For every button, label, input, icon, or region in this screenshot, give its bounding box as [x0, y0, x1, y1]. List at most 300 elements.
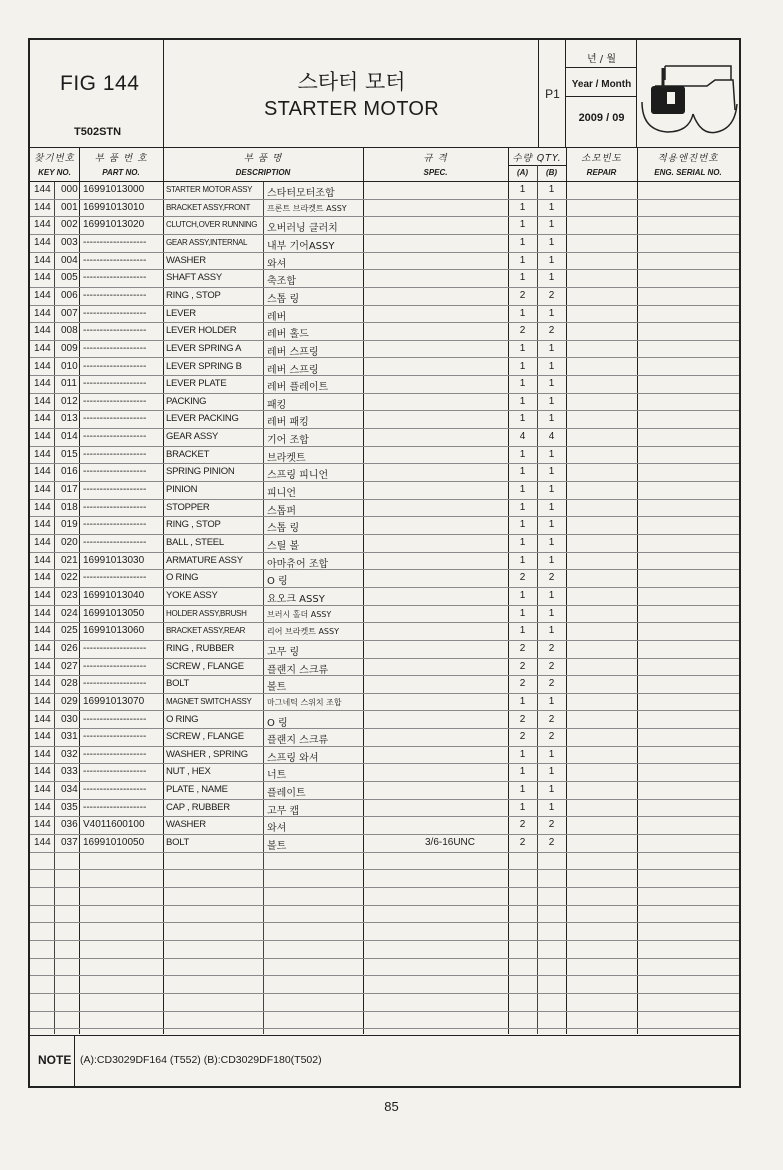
korean-name-cell: 스프링 피니언 — [267, 470, 329, 482]
table-row — [30, 923, 739, 941]
qty-a-cell: 1 — [519, 413, 526, 425]
description-cell: WASHER — [166, 819, 206, 831]
col-qty-b: (B) — [545, 168, 558, 177]
part-number-cell: ------------------- — [83, 801, 147, 813]
qty-b-cell: 2 — [548, 572, 555, 584]
key-number-cell: 022 — [61, 572, 78, 584]
table-row — [30, 870, 739, 888]
table-row — [30, 235, 739, 253]
year-month-value: 2009 / 09 — [578, 112, 625, 124]
qty-a-cell: 1 — [519, 801, 526, 813]
description-cell: HOLDER ASSY,BRUSH — [166, 608, 247, 618]
qty-a-cell: 2 — [519, 713, 526, 725]
fig-number-cell: 144 — [34, 219, 51, 231]
table-row — [30, 853, 739, 871]
table-row — [30, 800, 739, 818]
part-number-cell: 16991013060 — [83, 625, 145, 637]
table-row — [30, 570, 739, 588]
key-number-cell: 034 — [61, 784, 78, 796]
qty-a-cell: 1 — [519, 201, 526, 213]
col-spec: 규 격 SPEC. — [423, 153, 448, 177]
korean-name-cell: 플랜지 스크류 — [267, 735, 329, 747]
table-row — [30, 606, 739, 624]
note-label: NOTE — [38, 1053, 72, 1067]
col-qty-a: (A) — [516, 168, 529, 177]
description-cell: LEVER SPRING B — [166, 360, 242, 372]
korean-name-cell: 리어 브라켓트 ASSY — [267, 627, 339, 637]
table-row — [30, 535, 739, 553]
korean-name-cell: 스톱 링 — [267, 293, 300, 305]
qty-a-cell: 1 — [519, 519, 526, 531]
qty-b-cell: 2 — [548, 819, 555, 831]
qty-b-cell: 1 — [548, 254, 555, 266]
korean-name-cell: 레버 패킹 — [267, 417, 309, 429]
korean-name-cell: 와셔 — [267, 258, 287, 270]
fig-number-cell: 144 — [34, 801, 51, 813]
qty-a-cell: 1 — [519, 766, 526, 778]
korean-name-cell: 브러시 홀더 ASSY — [267, 609, 332, 619]
qty-a-cell: 2 — [519, 325, 526, 337]
key-number-cell: 030 — [61, 713, 78, 725]
fig-number-cell: 144 — [34, 484, 51, 496]
korean-name-cell: 플레이트 — [267, 788, 306, 800]
korean-name-cell: 기어 조합 — [267, 435, 309, 447]
col-qty: 수량 QTY. — [512, 153, 562, 164]
key-number-cell: 003 — [61, 236, 78, 248]
qty-a-cell: 1 — [519, 695, 526, 707]
part-number-cell: ------------------- — [83, 713, 147, 725]
key-number-cell: 012 — [61, 395, 78, 407]
korean-name-cell: 피니언 — [267, 488, 296, 500]
fig-number-cell: 144 — [34, 784, 51, 796]
korean-name-cell: 레버 — [267, 311, 287, 323]
qty-b-cell: 1 — [548, 537, 555, 548]
qty-b-cell: 1 — [548, 501, 555, 513]
qty-a-cell: 1 — [519, 342, 526, 354]
fig-number-cell: 144 — [34, 413, 51, 425]
part-number-cell: ------------------- — [83, 678, 147, 690]
part-number-cell: ------------------- — [83, 448, 147, 460]
column-headers — [30, 148, 739, 182]
table-row — [30, 623, 739, 641]
title-box — [164, 40, 539, 148]
qty-b-cell: 1 — [548, 784, 555, 796]
qty-a-cell: 4 — [519, 431, 526, 443]
qty-a-cell: 1 — [519, 254, 526, 266]
qty-a-cell: 1 — [519, 784, 526, 796]
key-number-cell: 008 — [61, 325, 78, 337]
key-number-cell: 014 — [61, 431, 78, 443]
key-number-cell: 027 — [61, 660, 78, 672]
parts-list-sheet — [28, 38, 741, 1088]
fig-number-cell: 144 — [34, 360, 51, 372]
fig-number-cell: 144 — [34, 466, 51, 478]
key-number-cell: 025 — [61, 625, 78, 637]
description-cell: MAGNET SWITCH ASSY — [166, 696, 252, 706]
part-number-cell: 16991013070 — [83, 695, 145, 707]
korean-name-cell: 스톱퍼 — [267, 505, 296, 517]
description-cell: LEVER SPRING A — [166, 342, 242, 354]
table-row — [30, 588, 739, 606]
fig-number-cell: 144 — [34, 819, 51, 831]
fig-number: FIG 144 — [60, 72, 140, 95]
korean-name-cell: 스틸 볼 — [267, 541, 300, 552]
part-number-cell: ------------------- — [83, 431, 147, 443]
korean-name-cell: 볼트 — [267, 682, 287, 694]
fig-number-cell: 144 — [34, 537, 51, 548]
key-number-cell: 033 — [61, 766, 78, 778]
key-number-cell: 011 — [61, 378, 77, 390]
page-code-box — [539, 40, 566, 148]
description-cell: PLATE , NAME — [166, 784, 228, 796]
part-number-cell: ------------------- — [83, 501, 147, 513]
table-row — [30, 341, 739, 359]
description-cell: CAP , RUBBER — [166, 801, 230, 813]
col-description: 부 품 명 DESCRIPTION — [235, 153, 291, 177]
table-row — [30, 376, 739, 394]
description-cell: BRACKET — [166, 448, 210, 460]
qty-a-cell: 2 — [519, 678, 526, 690]
col-key: 찾기번호 KEY NO. — [34, 153, 75, 177]
part-number-cell: 16991013020 — [83, 219, 145, 231]
description-cell: WASHER — [166, 254, 206, 266]
fig-number-cell: 144 — [34, 731, 51, 743]
qty-b-cell: 1 — [548, 607, 555, 619]
qty-a-cell: 1 — [519, 589, 526, 601]
description-cell: ARMATURE ASSY — [166, 554, 243, 566]
fig-number-cell: 144 — [34, 713, 51, 725]
part-number-cell: ------------------- — [83, 519, 147, 531]
fig-number-cell: 144 — [34, 501, 51, 513]
part-number-cell: ------------------- — [83, 236, 147, 248]
qty-a-cell: 1 — [519, 184, 526, 195]
korean-name-cell: 고무 캡 — [267, 805, 300, 817]
key-number-cell: 019 — [61, 519, 78, 531]
key-number-cell: 006 — [61, 289, 78, 301]
qty-a-cell: 1 — [519, 501, 526, 513]
korean-name-cell: 플랜지 스크류 — [267, 664, 329, 676]
table-row — [30, 253, 739, 271]
part-number-cell: ------------------- — [83, 466, 147, 478]
key-number-cell: 017 — [61, 484, 78, 496]
description-cell: STOPPER — [166, 501, 210, 513]
qty-b-cell: 1 — [548, 219, 555, 231]
korean-name-cell: O 링 — [267, 717, 288, 729]
table-row — [30, 464, 739, 482]
part-number-cell: 16991013010 — [83, 201, 145, 213]
table-row — [30, 359, 739, 377]
qty-b-cell: 1 — [548, 519, 555, 531]
table-row — [30, 288, 739, 306]
page-code: P1 — [545, 87, 560, 101]
table-row — [30, 447, 739, 465]
part-number-cell: ------------------- — [83, 642, 147, 654]
description-cell: CLUTCH,OVER RUNNING — [166, 220, 258, 230]
key-number-cell: 004 — [61, 254, 78, 266]
table-row — [30, 517, 739, 535]
fig-number-cell: 144 — [34, 678, 51, 690]
table-row — [30, 782, 739, 800]
korean-name-cell: 오버러닝 클러치 — [267, 223, 338, 235]
fig-number-cell: 144 — [34, 431, 51, 443]
qty-b-cell: 1 — [548, 307, 555, 319]
note-text: (A):CD3029DF164 (T552) (B):CD3029DF180(T502) — [80, 1054, 322, 1066]
qty-a-cell: 1 — [519, 395, 526, 407]
fig-number-cell: 144 — [34, 184, 51, 195]
fig-number-cell: 144 — [34, 254, 51, 266]
qty-b-cell: 2 — [548, 837, 555, 849]
part-number-cell: ------------------- — [83, 660, 147, 672]
key-number-cell: 013 — [61, 413, 78, 425]
description-cell: BOLT — [166, 837, 190, 849]
table-row — [30, 941, 739, 959]
qty-a-cell: 1 — [519, 748, 526, 760]
fig-number-cell: 144 — [34, 642, 51, 654]
part-number-cell: ------------------- — [83, 360, 147, 372]
note-section — [30, 1035, 739, 1086]
model-code: T502STN — [74, 126, 122, 138]
key-number-cell: 018 — [61, 501, 78, 513]
korean-name-cell: 레버 플레이트 — [267, 382, 329, 394]
part-number-cell: ------------------- — [83, 484, 147, 496]
part-number-cell: ------------------- — [83, 537, 147, 548]
table-row — [30, 747, 739, 765]
qty-a-cell: 2 — [519, 572, 526, 584]
description-cell: GEAR ASSY — [166, 431, 219, 443]
table-row — [30, 217, 739, 235]
qty-b-cell: 2 — [548, 289, 555, 301]
description-cell: SCREW , FLANGE — [166, 731, 244, 743]
description-cell: O RING — [166, 713, 199, 725]
korean-name-cell: 요오크 ASSY — [267, 593, 325, 605]
table-row — [30, 888, 739, 906]
korean-name-cell: 패킹 — [267, 399, 287, 411]
korean-name-cell: 스톱 링 — [267, 523, 300, 535]
description-cell: STARTER MOTOR ASSY — [166, 185, 253, 194]
part-number-cell: ------------------- — [83, 325, 147, 337]
part-number-cell: ------------------- — [83, 395, 147, 407]
qty-a-cell: 1 — [519, 448, 526, 460]
qty-b-cell: 1 — [548, 413, 555, 425]
table-row — [30, 959, 739, 977]
table-row — [30, 411, 739, 429]
fig-number-cell: 144 — [34, 378, 51, 390]
col-repair: 소모빈도 REPAIR — [581, 153, 622, 177]
fig-number-cell: 144 — [34, 625, 51, 637]
description-cell: WASHER , SPRING — [166, 748, 248, 760]
fig-number-cell: 144 — [34, 448, 51, 460]
fig-number-cell: 144 — [34, 325, 51, 337]
qty-b-cell: 1 — [548, 801, 555, 813]
korean-name-cell: 레버 스프링 — [267, 364, 319, 376]
qty-b-cell: 2 — [548, 660, 555, 672]
description-cell: GEAR ASSY,INTERNAL — [166, 237, 248, 247]
table-row — [30, 270, 739, 288]
description-cell: PACKING — [166, 395, 207, 407]
part-number-cell: 16991013040 — [83, 589, 145, 601]
korean-name-cell: 고무 링 — [267, 646, 300, 658]
part-number-cell: ------------------- — [83, 378, 147, 390]
part-number-cell: ------------------- — [83, 731, 147, 743]
part-number-cell: 16991013030 — [83, 554, 145, 566]
description-cell: NUT , HEX — [166, 766, 211, 778]
qty-b-cell: 1 — [548, 554, 555, 566]
description-cell: LEVER HOLDER — [166, 325, 237, 337]
description-cell: O RING — [166, 572, 199, 584]
key-number-cell: 009 — [61, 342, 78, 354]
page-number: 85 — [384, 1099, 399, 1114]
key-number-cell: 024 — [61, 607, 78, 619]
year-month-box — [566, 40, 637, 148]
key-number-cell: 036 — [61, 819, 78, 831]
title-english: STARTER MOTOR — [263, 98, 440, 120]
description-cell: BRACKET ASSY,REAR — [166, 626, 246, 636]
table-row — [30, 906, 739, 924]
korean-name-cell: 아마츄어 조합 — [267, 558, 329, 570]
qty-b-cell: 1 — [548, 748, 555, 760]
qty-a-cell: 1 — [519, 607, 526, 619]
description-cell: SPRING PINION — [166, 466, 235, 478]
korean-name-cell: 스프링 와셔 — [267, 752, 319, 764]
qty-b-cell: 2 — [548, 678, 555, 690]
part-number-cell: 16991013000 — [83, 184, 145, 195]
description-cell: RING , STOP — [166, 519, 221, 531]
table-row — [30, 553, 739, 571]
qty-b-cell: 1 — [548, 378, 555, 390]
description-cell: RING , STOP — [166, 289, 221, 301]
key-number-cell: 028 — [61, 678, 78, 690]
qty-a-cell: 2 — [519, 837, 526, 849]
table-row — [30, 976, 739, 994]
qty-b-cell: 1 — [548, 484, 555, 496]
qty-b-cell: 2 — [548, 642, 555, 654]
korean-name-cell: O 링 — [267, 576, 288, 588]
description-cell: BOLT — [166, 678, 190, 690]
qty-a-cell: 2 — [519, 642, 526, 654]
sheet-header — [30, 40, 739, 148]
key-number-cell: 016 — [61, 466, 78, 478]
qty-a-cell: 1 — [519, 360, 526, 372]
fig-number-cell: 144 — [34, 572, 51, 584]
korean-name-cell: 프론트 브라켓트 ASSY — [267, 203, 347, 213]
key-number-cell: 023 — [61, 589, 78, 601]
part-number-cell: ------------------- — [83, 784, 147, 796]
table-row — [30, 729, 739, 747]
qty-a-cell: 1 — [519, 272, 526, 284]
qty-b-cell: 1 — [548, 448, 555, 460]
korean-name-cell: 스타터모터조합 — [267, 188, 335, 199]
key-number-cell: 029 — [61, 695, 78, 707]
qty-b-cell: 1 — [548, 342, 555, 354]
description-cell: SHAFT ASSY — [166, 272, 222, 284]
table-row — [30, 500, 739, 518]
description-cell: LEVER PACKING — [166, 413, 239, 425]
fig-number-cell: 144 — [34, 837, 51, 849]
key-number-cell: 020 — [61, 537, 78, 548]
year-month-korean: 년 / 월 — [586, 54, 617, 65]
qty-b-cell: 2 — [548, 731, 555, 743]
description-cell: LEVER — [166, 307, 196, 319]
qty-a-cell: 2 — [519, 731, 526, 743]
qty-a-cell: 1 — [519, 537, 526, 548]
fig-number-cell: 144 — [34, 748, 51, 760]
table-row — [30, 817, 739, 835]
qty-b-cell: 1 — [548, 201, 555, 213]
fig-number-cell: 144 — [34, 607, 51, 619]
description-cell: RING , RUBBER — [166, 642, 235, 654]
table-row — [30, 182, 739, 200]
part-number-cell: ------------------- — [83, 748, 147, 760]
fig-number-cell: 144 — [34, 695, 51, 707]
table-row — [30, 659, 739, 677]
fig-number-cell: 144 — [34, 342, 51, 354]
key-number-cell: 007 — [61, 307, 78, 319]
fig-number-cell: 144 — [34, 766, 51, 778]
qty-a-cell: 2 — [519, 819, 526, 831]
year-month-label: Year / Month — [571, 79, 632, 90]
qty-b-cell: 1 — [548, 466, 555, 478]
fig-number-cell: 144 — [34, 307, 51, 319]
key-number-cell: 026 — [61, 642, 78, 654]
table-row — [30, 676, 739, 694]
part-number-cell: ------------------- — [83, 413, 147, 425]
table-row — [30, 764, 739, 782]
qty-b-cell: 1 — [548, 272, 555, 284]
fig-number-cell: 144 — [34, 272, 51, 284]
spec-cell: 3/6-16UNC — [424, 837, 476, 849]
table-row — [30, 482, 739, 500]
description-cell: YOKE ASSY — [166, 589, 218, 601]
fig-number-cell: 144 — [34, 201, 51, 213]
key-number-cell: 005 — [61, 272, 78, 284]
key-number-cell: 015 — [61, 448, 78, 460]
korean-name-cell: 너트 — [267, 770, 287, 782]
table-row — [30, 641, 739, 659]
fig-number-cell: 144 — [34, 395, 51, 407]
qty-b-cell: 2 — [548, 713, 555, 725]
table-row — [30, 694, 739, 712]
key-number-cell: 001 — [61, 201, 78, 213]
qty-a-cell: 1 — [519, 554, 526, 566]
table-row — [30, 200, 739, 218]
fig-number-cell: 144 — [34, 236, 51, 248]
fig-number-cell: 144 — [34, 519, 51, 531]
qty-a-cell: 1 — [519, 625, 526, 637]
qty-a-cell: 1 — [519, 236, 526, 248]
part-number-cell: ------------------- — [83, 272, 147, 284]
fig-number-cell: 144 — [34, 589, 51, 601]
table-row — [30, 306, 739, 324]
key-number-cell: 035 — [61, 801, 78, 813]
key-number-cell: 021 — [61, 554, 78, 566]
part-number-cell: ------------------- — [83, 342, 147, 354]
qty-a-cell: 2 — [519, 660, 526, 672]
table-row — [30, 712, 739, 730]
qty-a-cell: 1 — [519, 219, 526, 231]
part-number-cell: V4011600100 — [83, 819, 145, 831]
qty-b-cell: 1 — [548, 589, 555, 601]
part-number-cell: ------------------- — [83, 572, 147, 584]
col-serial: 적용엔진번호 ENG. SERIAL NO. — [654, 153, 722, 177]
title-korean: 스타터 모터 — [297, 70, 406, 94]
fig-number-cell: 144 — [34, 289, 51, 301]
part-number-cell: ------------------- — [83, 254, 147, 266]
description-cell: BRACKET ASSY,FRONT — [166, 202, 251, 212]
qty-b-cell: 1 — [548, 184, 555, 195]
table-row — [30, 323, 739, 341]
key-number-cell: 002 — [61, 219, 78, 231]
description-cell: PINION — [166, 484, 198, 496]
